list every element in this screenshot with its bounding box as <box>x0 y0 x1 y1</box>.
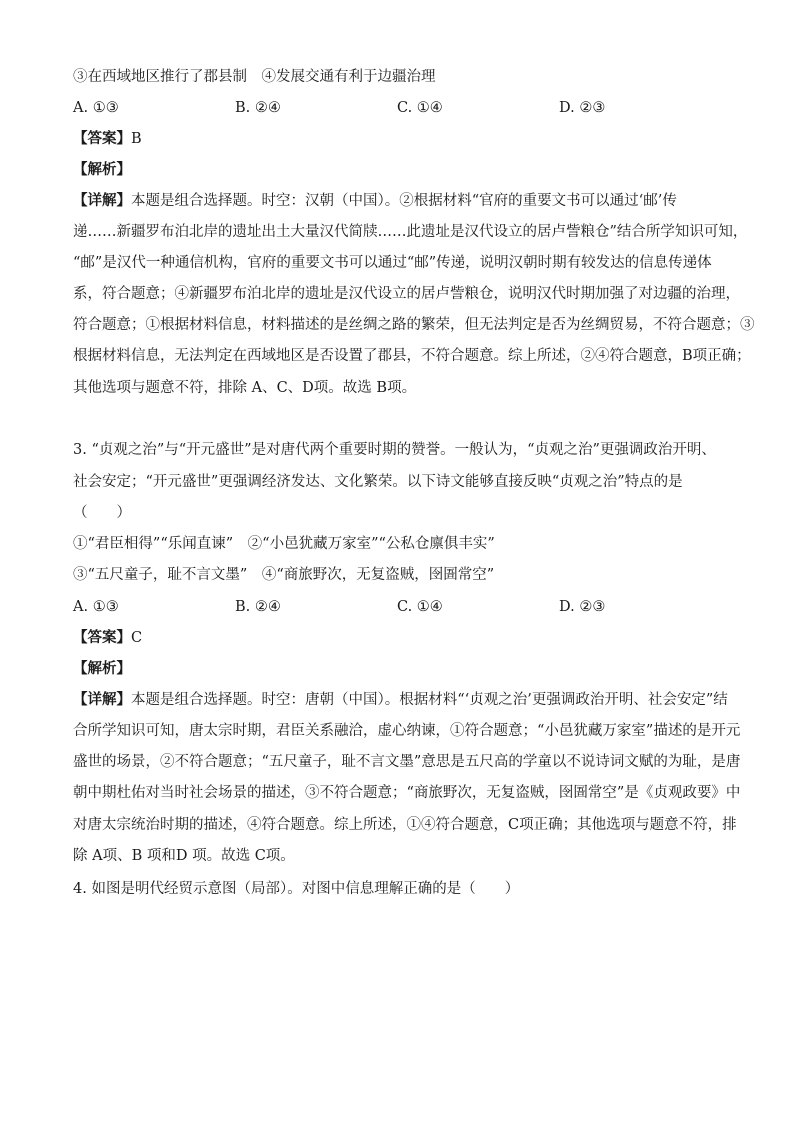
analysis-tag: 【解析】 <box>73 161 131 178</box>
q2-detail-line-3: “邮”是汉代一种通信机构，官府的重要文书可以通过“邮”传递，说明汉朝时期有较发达的信息传递体 <box>73 255 712 271</box>
q2-detail-line-1 <box>73 191 723 211</box>
analysis-tag: 【解析】 <box>73 660 131 677</box>
q3-option-d: D. ②③ <box>559 599 606 615</box>
q2-answer <box>73 129 723 149</box>
q3-option-a: A. ①③ <box>73 599 119 615</box>
q2-option-a: A. ①③ <box>73 100 119 116</box>
detail-text: 本题是组合选择题。时空：汉朝（中国）。②根据材料“官府的重要文书可以通过‘邮’传 <box>131 193 677 209</box>
detail-text: 本题是组合选择题。时空：唐朝（中国）。根据材料“‘贞观之治’更强调政治开明、社会安定”结 <box>131 692 728 708</box>
q3-option-b: B. ②④ <box>235 599 281 615</box>
q3-detail-line-4: 朝中期杜佑对当时社会场景的描述，③不符合题意；“商旅野次，无复盗贼，囹圄常空”是《贞观政要》中 <box>73 785 741 801</box>
q3-item-line-2: ③“五尺童子，耻不言文墨” ④“商旅野次，无复盗贼，囹圄常空” <box>73 567 495 583</box>
q3-stem-line-2: 社会安定；“开元盛世”更强调经济发达、文化繁荣。以下诗文能够直接反映“贞观之治”特点的是 <box>73 474 683 490</box>
q3-detail-line-2: 合所学知识可知，唐太宗时期，君臣关系融洽，虚心纳谏，①符合题意；“小邑犹藏万家室”描述的是开元 <box>73 723 741 739</box>
q3-option-c: C. ①④ <box>397 599 443 615</box>
detail-tag: 【详解】 <box>73 691 131 708</box>
detail-tag: 【详解】 <box>73 192 131 209</box>
q2-detail-line-7: 其他选项与题意不符，排除 A、C、D项。故选 B项。 <box>73 380 417 396</box>
q3-stem-line-3: （ ） <box>73 505 131 521</box>
q3-options <box>73 597 723 617</box>
q3-stem-line-1: 3. “贞观之治”与“开元盛世”是对唐代两个重要时期的赞誉。一般认为，“贞观之治”更强调政治开明、 <box>73 442 716 458</box>
answer-tag: 【答案】 <box>73 130 131 147</box>
q2-option-d: D. ②③ <box>559 100 606 116</box>
q3-detail-line-5: 对唐太宗统治时期的描述，④符合题意。综上所述，①④符合题意，C项正确；其他选项与题意不符，排 <box>73 817 737 833</box>
q2-option-b: B. ②④ <box>235 100 281 116</box>
q3-item-line-1: ①“君臣相得”“乐闻直谏” ②“小邑犹藏万家室”“公私仓廪俱丰实” <box>73 536 495 552</box>
q2-detail-line-2: 递……新疆罗布泊北岸的遗址出土大量汉代简牍……此遗址是汉代设立的居卢訾粮仓”结合所学知识可知， <box>73 224 748 240</box>
q2-detail-line-4: 系，符合题意；④新疆罗布泊北岸的遗址是汉代设立的居卢訾粮仓，说明汉代时期加强了对边疆的治理， <box>73 286 740 302</box>
q4-stem: 4. 如图是明代经贸示意图（局部）。对图中信息理解正确的是（ ） <box>73 881 520 897</box>
q3-detail-line-3: 盛世的场景，②不符合题意；“五尺童子，耻不言文墨”意思是五尺高的学童以不说诗词文赋的为耻，是唐 <box>73 754 741 770</box>
q2-options <box>73 98 723 118</box>
q2-analysis-label <box>73 160 723 180</box>
q3-answer <box>73 628 723 648</box>
q2-detail-line-5: 符合题意；①根据材料信息，材料描述的是丝绸之路的繁荣，但无法判定是否为丝绸贸易，不符合题意；③ <box>73 317 755 333</box>
q3-analysis-label <box>73 659 723 679</box>
q2-option-c: C. ①④ <box>397 100 443 116</box>
q3-detail-line-6: 除 A项、B 项和D 项。故选 C项。 <box>73 848 295 864</box>
q3-detail-line-1 <box>73 690 728 710</box>
q2-choice-line: ③在西域地区推行了郡县制 ④发展交通有利于边疆治理 <box>73 69 436 85</box>
answer-value: C <box>131 630 143 646</box>
answer-tag: 【答案】 <box>73 629 131 646</box>
answer-value: B <box>131 131 142 147</box>
q2-detail-line-6: 根据材料信息，无法判定在西域地区是否设置了郡县，不符合题意。综上所述，②④符合题意，B项正确； <box>73 348 751 364</box>
